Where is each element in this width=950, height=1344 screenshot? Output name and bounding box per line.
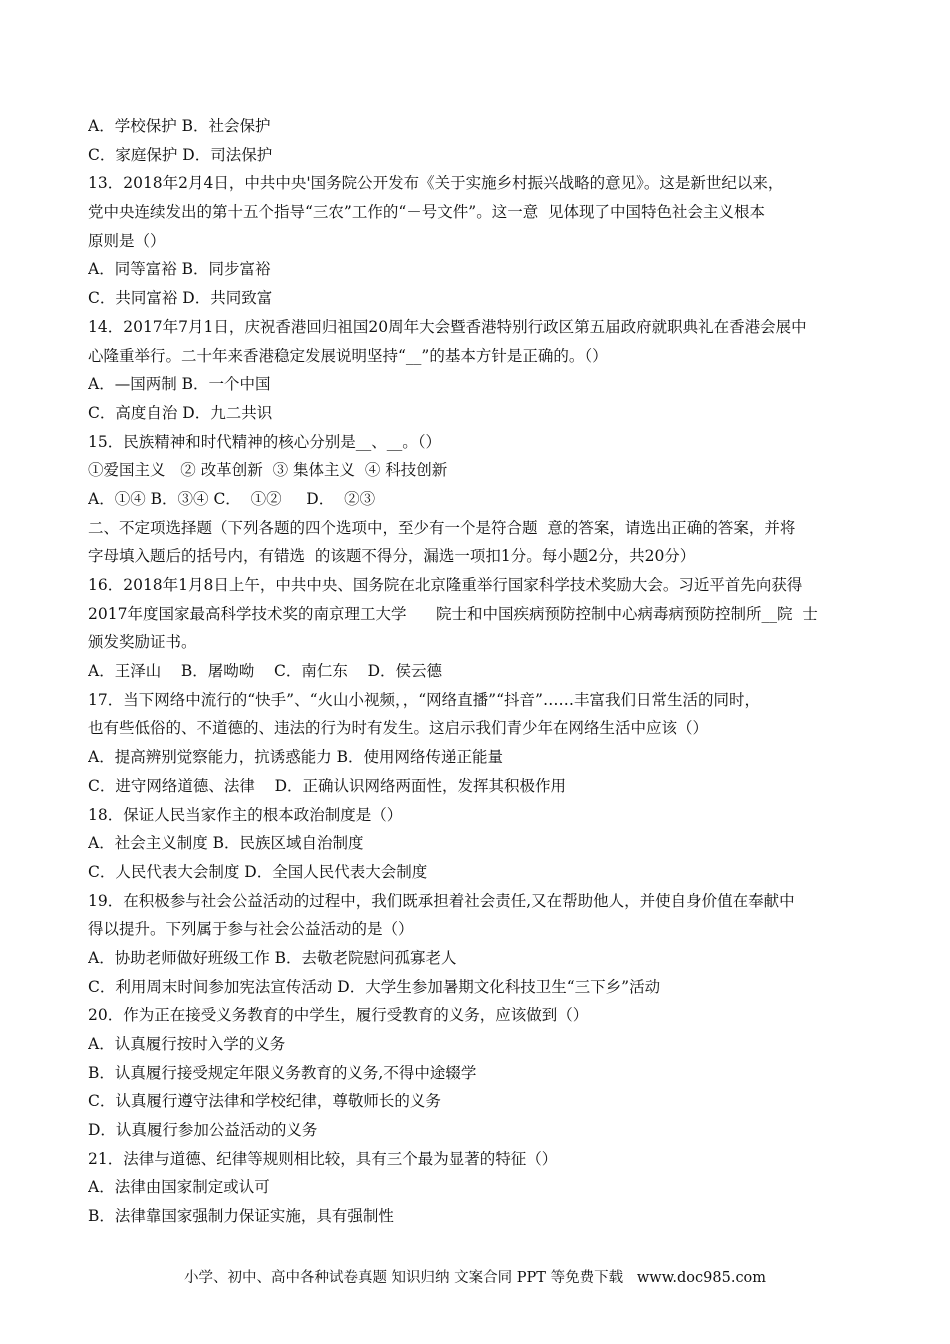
text-line: 2017年度国家最高科学技术奖的南京理工大学 院士和中国疾病预防控制中心病毒病预防控制所__院 士: [88, 604, 818, 623]
text-line: 党中央连续发出的第十五个指导“三农”工作的“－号文件”。这一意 见体现了中国特色社会主义根本: [88, 203, 766, 222]
question-19-stem: 19．在积极参与社会公益活动的过程中，我们既承担着社会责任,又在帮助他人，并使自身价值在奉献中: [88, 891, 795, 910]
text-line: A．认真履行按时入学的义务: [88, 1035, 286, 1053]
text-line: C．进守网络道德、法律 D．正确认识网络两面性，发挥其积极作用: [88, 776, 566, 795]
text-line: D．认真履行参加公益活动的义务: [88, 1121, 318, 1140]
text-line: 字母填入题后的括号内，有错选 的该题不得分，漏选一项扣1分。每小题2分，共20分）: [88, 547, 696, 566]
text-line: B．法律靠国家强制力保证实施，具有强制性: [88, 1207, 394, 1226]
text-line: C．家庭保护 D．司法保护: [88, 145, 273, 164]
text-line: C．利用周末时间参加宪法宣传活动 D．大学生参加暑期文化科技卫生“三下乡”活动: [88, 977, 661, 996]
text-line: A．—国两制 B．一个中国: [88, 375, 271, 394]
text-line: A．学校保护 B．社会保护: [88, 117, 271, 135]
question-16-stem: 16．2018年1月8日上午，中共中央、国务院在北京隆重举行国家科学技术奖励大会。习近平首先向获得: [88, 576, 803, 594]
text-line: A．法律由国家制定或认可: [88, 1178, 270, 1197]
question-20-stem: 20．作为正在接受义务教育的中学生，履行受教育的义务，应该做到（）: [88, 1006, 589, 1025]
text-line: 心隆重举行。二十年来香港稳定发展说明坚持“__”的基本方针是正确的。（）: [88, 346, 608, 365]
text-line: C．人民代表大会制度 D．全国人民代表大会制度: [88, 862, 428, 881]
text-line: A．①④ B．③④ C． ①② D． ②③: [88, 489, 376, 508]
text-line: C．认真履行遵守法律和学校纪律，尊敬师长的义务: [88, 1092, 441, 1111]
question-21-stem: 21．法律与道德、纪律等规则相比较，具有三个最为显著的特征（）: [88, 1149, 558, 1168]
text-line: A．社会主义制度 B．民族区域自治制度: [88, 834, 364, 853]
text-line: 颁发奖励证书。: [88, 633, 197, 652]
question-13-stem: 13．2018年2月4日，中共中央'国务院公开发布《关于实施乡村振兴战略的意见》。这是新世纪以来，: [88, 174, 784, 193]
text-line: A．协助老师做好班级工作 B．去敬老院慰问孤寡老人: [88, 948, 457, 967]
question-15-stem: 15．民族精神和时代精神的核心分别是__、__。（）: [88, 432, 441, 451]
question-18-stem: 18．保证人民当家作主的根本政治制度是（）: [88, 805, 403, 824]
question-17-stem: 17．当下网络中流行的“快手”、“火山小视频，，“网络直播”“抖音”……丰富我们日常生活的同时，: [88, 690, 760, 709]
question-14-stem: 14．2017年7月1日，庆祝香港回归祖国20周年大会暨香港特别行政区第五届政府就职典礼在香港会展中: [88, 317, 807, 336]
text-line: A．王泽山 B．屠呦呦 C．南仁东 D．侯云德: [88, 662, 442, 681]
text-line: 也有些低俗的、不道德的、违法的行为时有发生。这启示我们青少年在网络生活中应该（）: [88, 719, 709, 738]
text-line: 得以提升。下列属于参与社会公益活动的是（）: [88, 920, 414, 939]
section-heading: 二、不定项选择题（下列各题的四个选项中，至少有一个是符合题 意的答案，请选出正确的答案，并将: [88, 518, 796, 537]
text-line: C．高度自治 D．九二共识: [88, 403, 273, 422]
text-line: C．共同富裕 D．共同致富: [88, 289, 273, 308]
text-line: B．认真履行接受规定年限义务教育的义务,不得中途辍学: [88, 1063, 477, 1082]
text-line: ①爱国主义 ② 改革创新 ③ 集体主义 ④ 科技创新: [88, 461, 448, 480]
document-body: [88, 112, 878, 1231]
text-line: 原则是（）: [88, 231, 166, 250]
page-footer: 小学、初中、高中各种试卷真题 知识归纳 文案合同 PPT 等免费下载 www.doc985.com: [183, 1270, 767, 1286]
text-line: A．提高辨别觉察能力，抗诱惑能力 B．使用网络传递正能量: [88, 748, 504, 767]
text-line: A．同等富裕 B．同步富裕: [88, 260, 271, 279]
